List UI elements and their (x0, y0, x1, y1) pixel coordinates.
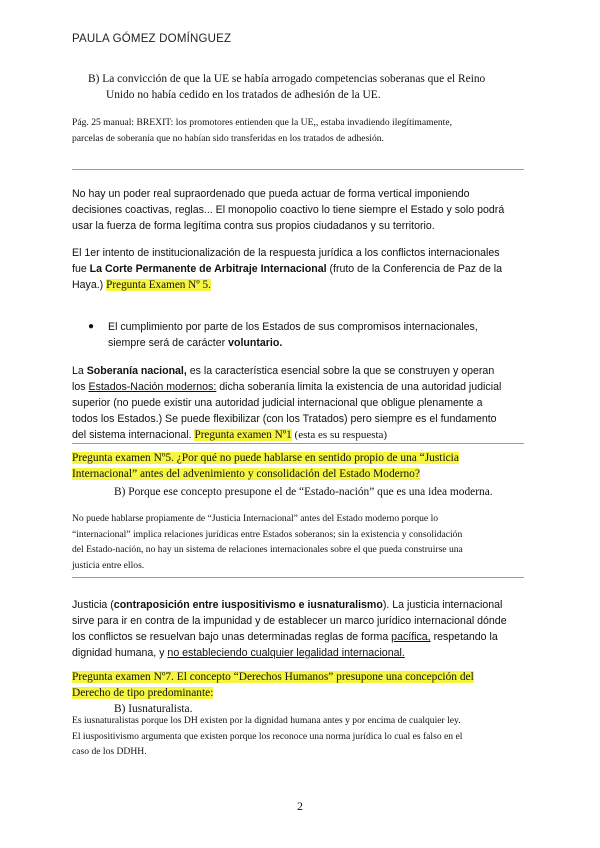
text-line (72, 669, 528, 685)
page-number: 2 (297, 799, 303, 813)
text-span: dignidad humana, y (72, 647, 168, 659)
highlight-question-text: Derecho de tipo predominante: (72, 687, 214, 699)
exam-question-5 (72, 450, 528, 500)
paragraph-poder-supraordenado (72, 186, 528, 234)
text-line: todos los Estados.) Se puede flexibilizar (con los Tratados) pero siempre es el fundamento (72, 413, 497, 425)
text-line (72, 379, 528, 395)
text-line (108, 335, 528, 351)
highlight-question-text: Internacional” antes del advenimiento y consolidación del Estado Moderno? (72, 468, 420, 480)
text-line (72, 427, 528, 443)
underlined-term: no estableciendo cualquier legalidad internacional. (167, 647, 405, 659)
text-line: El iuspositivismo argumenta que existen porque los reconoce una norma jurídica lo cual es falso en el (72, 730, 463, 742)
divider (72, 577, 524, 578)
underlined-term: pacífica, (391, 631, 431, 643)
manual-note-brexit (72, 115, 528, 146)
text-line: “internacional” implica relaciones jurídicas entre Estados soberanos; sin la existencia y consolidación (72, 528, 463, 540)
text-line: justicia entre ellos. (72, 559, 145, 571)
text-span: Justicia ( (72, 599, 114, 611)
highlight-exam-question: Pregunta examen Nº1 (194, 429, 292, 441)
text-line (72, 261, 528, 277)
text-line: El 1er intento de institucionalización de la respuesta jurídica a los conflictos internacionales (72, 247, 500, 259)
answer-text: B) Iusnaturalista. (114, 703, 193, 715)
highlight-question-text: Pregunta examen Nº5. ¿Por qué no puede hablarse en sentido propio de una “Justicia (72, 452, 459, 464)
bullet-icon: ● (88, 321, 95, 332)
text-line (72, 685, 528, 701)
bold-term: La Corte Permanente de Arbitraje Internacional (89, 263, 327, 275)
text-span: es la característica esencial sobre la que se construyen y operan (186, 365, 495, 377)
text-line (72, 277, 528, 293)
bold-term: Soberanía nacional, (86, 365, 187, 377)
underlined-term: Estados-Nación modernos: (88, 381, 217, 393)
text-line: del Estado-nación, no hay un sistema de relaciones internacionales sobre el que pueda construirse una (72, 544, 463, 555)
answer-b-brexit (88, 71, 528, 103)
text-line (72, 363, 528, 379)
page-header-author: PAULA GÓMEZ DOMÍNGUEZ (72, 33, 232, 45)
answer-text: B) Porque ese concepto presupone el de “Estado-nación” que es una idea moderna. (114, 486, 493, 498)
divider (72, 169, 524, 170)
bullet-item-voluntario (108, 319, 528, 351)
text-span: (esta es su respuesta) (291, 429, 388, 441)
explanation-justicia-internacional (72, 511, 528, 573)
text-line: Pág. 25 manual: BREXIT: los promotores entienden que la UE,, estaba invadiendo ilegítimamente, (72, 117, 452, 128)
text-line (72, 645, 528, 661)
text-span: del sistema internacional. (72, 429, 195, 441)
text-line: caso de los DDHH. (72, 746, 147, 757)
text-line (72, 466, 528, 482)
text-line: superior (no puede existir una autoridad judicial internacional que obligue plenamente a (72, 397, 483, 409)
text-span: los (72, 381, 89, 393)
text-line: No puede hablarse propiamente de “Justicia Internacional” antes del Estado moderno porque lo (72, 513, 439, 524)
text-span: (fruto de la Conferencia de Paz de la (326, 263, 503, 275)
paragraph-soberania-nacional (72, 363, 528, 443)
paragraph-corte-permanente (72, 245, 528, 293)
text-span: Haya.) (72, 279, 107, 291)
text-line (72, 450, 528, 466)
explanation-derechos-humanos (72, 713, 528, 760)
text-line: decisiones coactivas, reglas... El monopolio coactivo lo tiene siempre el Estado y solo podrá (72, 204, 505, 216)
exam-question-7 (72, 669, 528, 717)
text-span: ). La justicia internacional (382, 599, 503, 611)
text-line: sirve para ir en contra de la impunidad y de establecer un marco jurídico internacional dónde (72, 615, 507, 627)
paragraph-justicia-contraposicion (72, 597, 528, 661)
bold-term: voluntario. (228, 337, 283, 349)
highlight-question-text: Pregunta examen Nº7. El concepto “Derechos Humanos” presupone una concepción del (72, 671, 474, 683)
text-line: B) La convicción de que la UE se había arrogado competencias soberanas que el Reino (88, 73, 486, 85)
divider (72, 443, 524, 444)
text-line (72, 597, 528, 613)
text-line: Unido no había cedido en los tratados de adhesión de la UE. (106, 89, 381, 101)
text-line: El cumplimiento por parte de los Estados de sus compromisos internacionales, (108, 321, 478, 333)
text-line: No hay un poder real supraordenado que pueda actuar de forma vertical imponiendo (72, 188, 470, 200)
text-line: usar la fuerza de forma legítima contra sus propios ciudadanos y su territorio. (72, 220, 435, 232)
text-line (72, 629, 528, 645)
text-span: La (72, 365, 87, 377)
text-span: los conflictos se resuelvan bajo unas determinadas reglas de forma (72, 631, 392, 643)
text-span: fue (72, 263, 90, 275)
text-span: dicha soberanía limita la existencia de una autoridad judicial (216, 381, 502, 393)
bold-term: contraposición entre iuspositivismo e iusnaturalismo (113, 599, 383, 611)
text-line: Es iusnaturalistas porque los DH existen por la dignidad humana antes y por encima de cualquier ley. (72, 715, 461, 726)
text-span: siempre será de carácter (108, 337, 229, 349)
text-span: respetando la (430, 631, 498, 643)
text-line: parcelas de soberanía que no habían sido transferidas en los tratados de adhesión. (72, 132, 384, 144)
highlight-exam-question: Pregunta Examen Nº 5. (106, 279, 211, 291)
